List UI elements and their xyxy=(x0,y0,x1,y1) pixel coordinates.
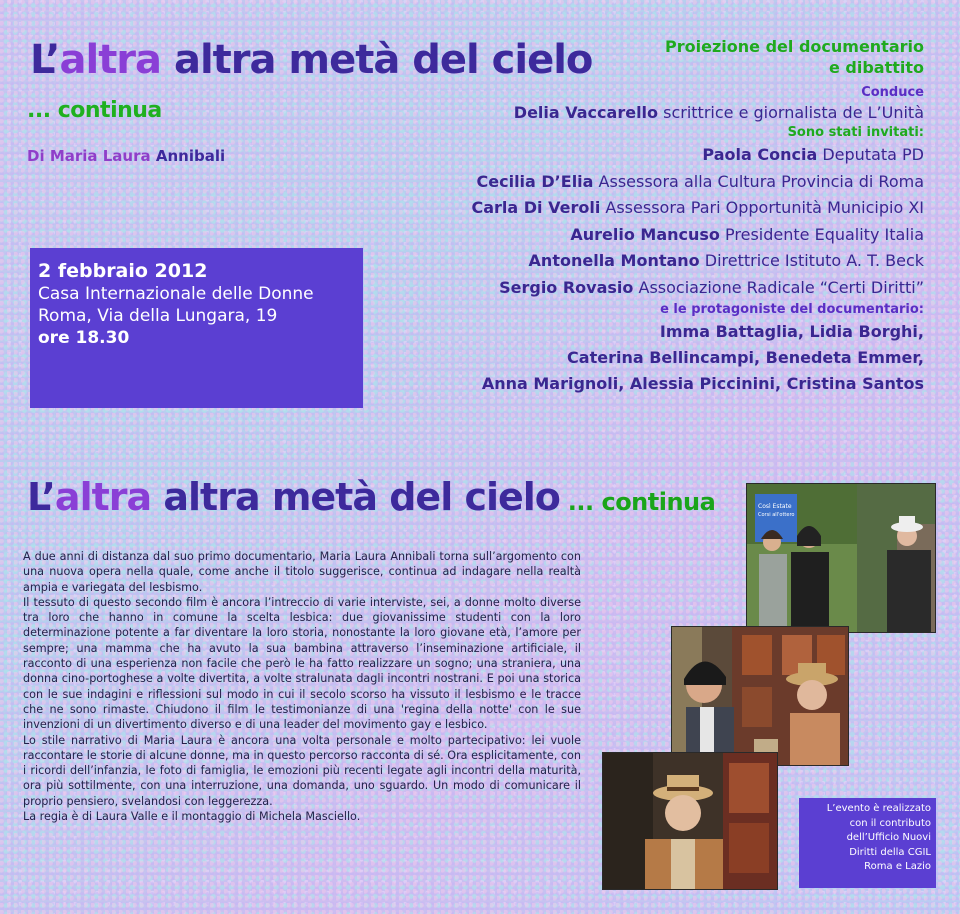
conduce-label: Conduce xyxy=(861,85,924,100)
photo-woman-with-hat xyxy=(602,752,778,890)
program-headline-2: e dibattito xyxy=(828,58,924,77)
host-role: scrittrice e giornalista de L’Unità xyxy=(663,103,924,122)
paragraph: La regia è di Laura Valle e il montaggio di Michela Masciello. xyxy=(23,810,361,824)
guest-row xyxy=(364,222,924,249)
guest-name: Cecilia D’Elia xyxy=(476,171,594,191)
guest-row xyxy=(364,169,924,196)
guest-name: Paola Concia xyxy=(702,145,818,164)
guest-name: Sergio Rovasio xyxy=(499,277,634,297)
invited-label: Sono stati invitati: xyxy=(787,125,924,140)
svg-text:Così Estate: Così Estate xyxy=(758,503,792,510)
credit-line: con il contributo xyxy=(849,817,931,829)
guest-role: Assessora alla Cultura Provincia di Roma xyxy=(598,171,924,191)
guest-role: Deputata PD xyxy=(822,145,924,164)
credit-line: Roma e Lazio xyxy=(864,861,931,872)
protagonists-line: Anna Marignoli, Alessia Piccinini, Cristina Santos xyxy=(481,374,924,393)
program-block xyxy=(364,36,924,397)
section-title-rest: altra metà del cielo xyxy=(151,475,560,519)
sponsor-credit-box xyxy=(799,798,936,888)
photo-interview-two-women xyxy=(671,626,849,766)
paragraph: Il tessuto di questo secondo film è ancora l’intreccio di varie interviste, sei, a donne molto diverse tra loro che hanno in comune la scelta lesbica: due giovanissime studenti con la loro determinazione potente a far diventare la loro storia, nonostante la loro giovane età, l’amore per sempre; una mamma che ha avuto la sua bambina attraverso l’inseminazione artificiale, il racconto di una esperienza non facile che però le ha fatto realizzare un sogno; una straniera, una donna cino-portoghese a volte divertita, a volte stralunata dagli incontri nostrani. E poi una storica con le sue indagini e riflessioni sul modo in cui il secolo scorso ha vissuto il lesbismo e le tracce che ne sono rimaste. Chiudono il film le testimonianze di una 'regina della notte' con le sue invenzioni di un divertimento diverso e di una leader del movimento gay e lesbico. xyxy=(23,595,581,732)
credit-line: Diritti della CGIL xyxy=(849,846,931,858)
protagonists-line: Imma Battaglia, Lidia Borghi, xyxy=(659,322,924,341)
guest-row xyxy=(364,142,924,169)
section-title-accent: altra xyxy=(54,475,152,519)
author-prefix: Di Maria Laura xyxy=(27,147,156,165)
author-line xyxy=(27,147,225,165)
event-venue: Casa Internazionale delle Donne xyxy=(38,284,314,304)
author-lastname: Annibali xyxy=(155,147,226,165)
host-row xyxy=(364,102,924,124)
guest-role: Presidente Equality Italia xyxy=(725,224,924,244)
event-address: Roma, Via della Lungara, 19 xyxy=(38,306,278,326)
event-time: ore 18.30 xyxy=(38,328,130,348)
main-title-prefix: L’ xyxy=(30,37,60,83)
headline-documentario: del documentario xyxy=(760,37,924,56)
guest-role: Assessora Pari Opportunità Municipio XI xyxy=(605,198,924,217)
paragraph: A due anni di distanza dal suo primo documentario, Maria Laura Annibali torna sull’argomento con una nuova opera nella quale, come anche il titolo suggerisce, continua ad indagare nella realtà ampia e variegata del lesbismo. xyxy=(23,550,581,594)
guest-row xyxy=(364,248,924,275)
section-title xyxy=(27,474,715,525)
article-body xyxy=(23,549,581,824)
protagonists-label: e le protagoniste del documentario: xyxy=(660,302,924,317)
guest-row xyxy=(364,195,924,222)
guest-name: Aurelio Mancuso xyxy=(570,224,720,244)
event-info-box xyxy=(30,248,363,408)
guest-name: Carla Di Veroli xyxy=(471,198,601,217)
guest-role: Direttrice Istituto A. T. Beck xyxy=(704,251,924,270)
protagonists-line: Caterina Bellincampi, Benedeta Emmer, xyxy=(567,348,924,367)
main-title-accent: altra xyxy=(59,37,162,83)
photo-two-students xyxy=(746,483,936,633)
svg-text:Corsi all'ottero: Corsi all'ottero xyxy=(758,512,795,518)
host-name: Delia Vaccarello xyxy=(513,103,659,122)
headline-proiezione: Proiezione xyxy=(665,37,761,56)
guest-role: Associazione Radicale “Certi Diritti” xyxy=(638,277,924,297)
credit-line: L’evento è realizzato xyxy=(826,803,931,814)
guest-row xyxy=(364,275,924,302)
event-date: 2 febbraio 2012 xyxy=(38,260,208,282)
program-headline-1 xyxy=(364,36,924,57)
continua-label: ... continua xyxy=(27,98,162,123)
guest-name: Antonella Montano xyxy=(528,251,700,270)
paragraph: Lo stile narrativo di Maria Laura è ancora una volta personale e molto partecipativo: lei vuole raccontare le storie di alcune donne, ma in questo percorso racconta di sé. Ora esplicitamente, con i ricordi dell’infanzia, le foto di famiglia, le emozioni più recenti legate agli incontri della maturità, ora più sottilmente, con una interruzione, una domanda, uno sguardo. Un modo di comunicare il proprio pensiero, svelandosi con leggerezza. xyxy=(23,733,581,808)
section-title-prefix: L’ xyxy=(27,475,55,519)
credit-line: dell’Ufficio Nuovi xyxy=(846,832,931,843)
main-title-rest: altra metà del cielo xyxy=(161,37,593,83)
section-title-continua: ... continua xyxy=(559,488,716,516)
